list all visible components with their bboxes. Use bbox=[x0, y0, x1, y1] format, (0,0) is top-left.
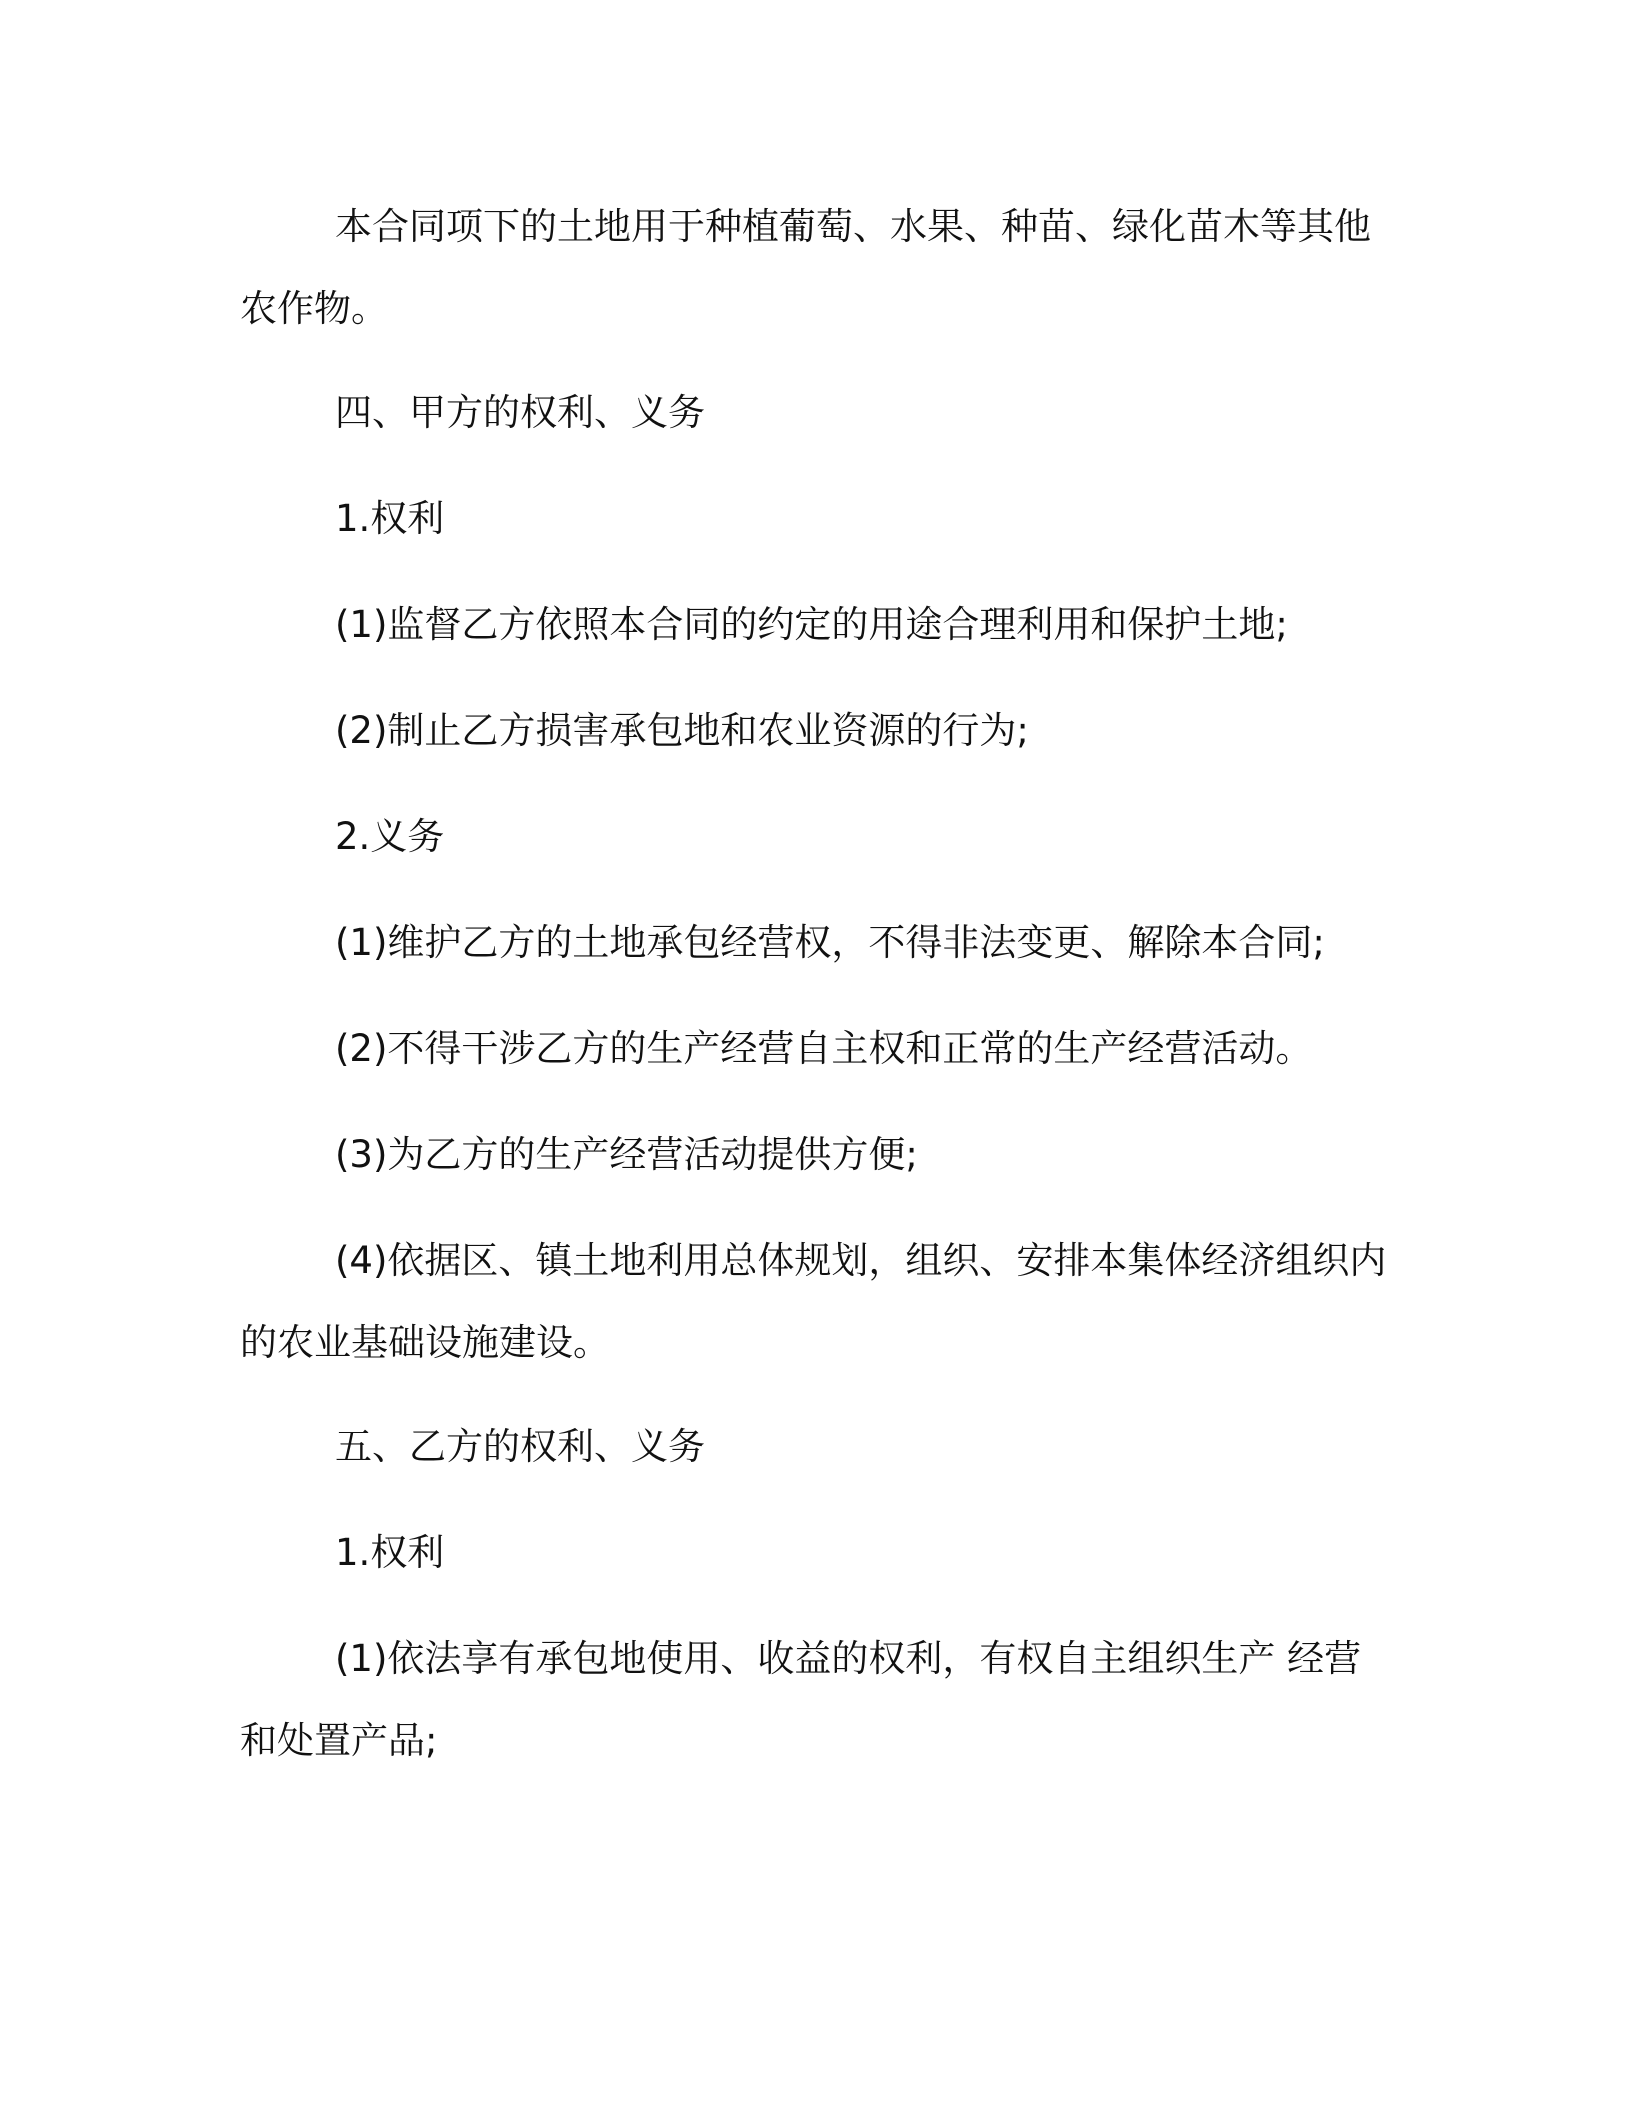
list-item-party-a-obligation-3: (3)为乙方的生产经营活动提供方便; bbox=[335, 1133, 918, 1176]
paragraph-gap bbox=[240, 772, 1390, 796]
paragraph-gap bbox=[240, 878, 1390, 902]
list-item-party-a-right-2: (2)制止乙方损害承包地和农业资源的行为; bbox=[335, 709, 1029, 752]
paragraph-gap bbox=[240, 560, 1390, 584]
section-heading-party-b-rights-obligations: 五、乙方的权利、义务 bbox=[335, 1425, 705, 1468]
document-body bbox=[240, 186, 1390, 1782]
subheading-party-a-obligations: 2.义务 bbox=[335, 815, 445, 858]
paragraph-land-use: 本合同项下的土地用于种植葡萄、水果、种苗、绿化苗木等其他农作物。 bbox=[240, 205, 1371, 330]
paragraph-gap bbox=[240, 1594, 1390, 1618]
subheading-party-a-rights: 1.权利 bbox=[335, 497, 445, 540]
paragraph-gap bbox=[240, 350, 1390, 372]
paragraph-gap bbox=[240, 1384, 1390, 1406]
list-item-party-b-right-1: (1)依法享有承包地使用、收益的权利，有权自主组织生产 经营和处置产品; bbox=[240, 1637, 1362, 1762]
paragraph-gap bbox=[240, 1196, 1390, 1220]
list-item-party-a-obligation-4: (4)依据区、镇土地利用总体规划，组织、安排本集体经济组织内的农业基础设施建设。 bbox=[240, 1239, 1387, 1364]
list-item-party-a-obligation-2: (2)不得干涉乙方的生产经营自主权和正常的生产经营活动。 bbox=[335, 1027, 1313, 1070]
paragraph-gap bbox=[240, 984, 1390, 1008]
paragraph-gap bbox=[240, 1488, 1390, 1512]
list-item-party-a-obligation-1: (1)维护乙方的土地承包经营权，不得非法变更、解除本合同; bbox=[335, 921, 1325, 964]
paragraph-gap bbox=[240, 1090, 1390, 1114]
paragraph-gap bbox=[240, 454, 1390, 478]
paragraph-gap bbox=[240, 666, 1390, 690]
section-heading-party-a-rights-obligations: 四、甲方的权利、义务 bbox=[335, 391, 705, 434]
subheading-party-b-rights: 1.权利 bbox=[335, 1531, 445, 1574]
list-item-party-a-right-1: (1)监督乙方依照本合同的约定的用途合理利用和保护土地; bbox=[335, 603, 1288, 646]
